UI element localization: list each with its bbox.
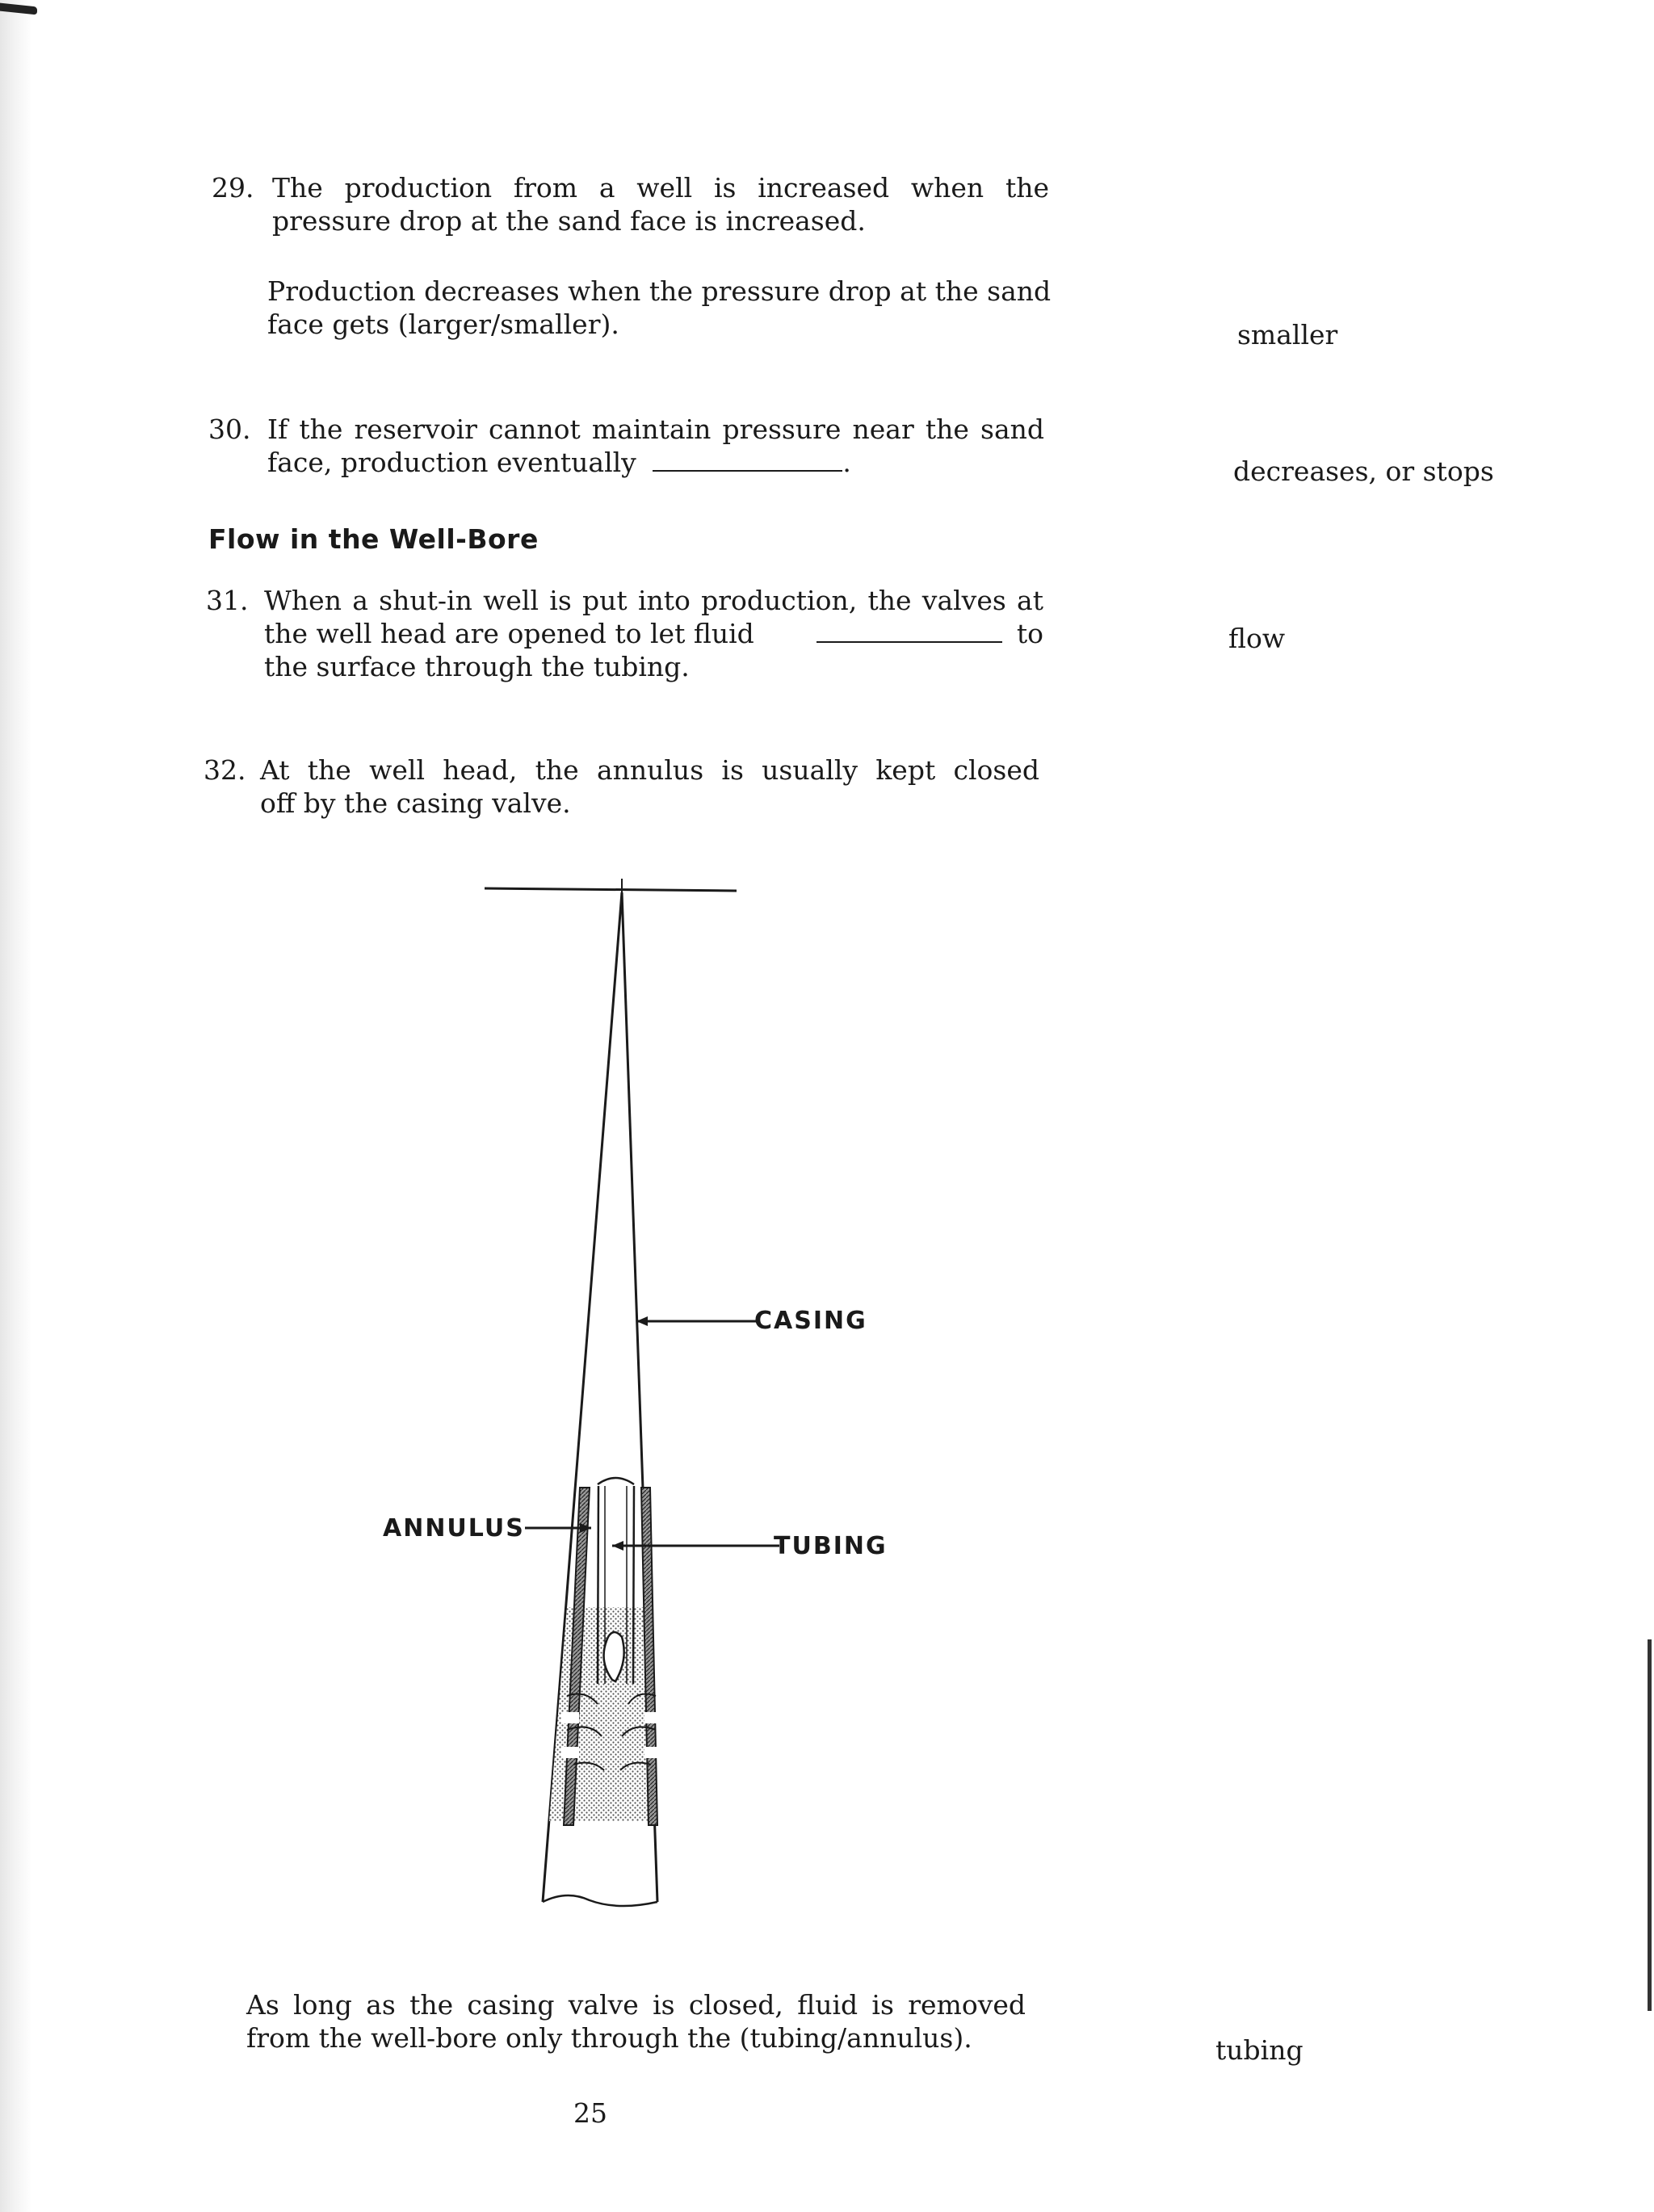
section-heading: Flow in the Well-Bore <box>208 523 539 555</box>
question-line-text: face, production eventually <box>267 447 636 478</box>
question-text <box>246 1988 1026 2055</box>
tubing-top <box>598 1478 634 1484</box>
question-line: Production decreases when the pressure drop at the sand <box>267 275 1052 307</box>
question-text <box>272 171 1049 237</box>
question-line: The production from a well is increased when the <box>272 172 1049 204</box>
question-line: When a shut-in well is put into production, the valves at <box>264 585 1043 616</box>
perforation <box>561 1712 579 1723</box>
question-line: the surface through the tubing. <box>264 651 690 682</box>
answer-31: flow <box>1228 623 1286 654</box>
question-number: 32. <box>204 754 246 786</box>
tubing-right-wall <box>633 1486 634 1684</box>
casing-label: CASING <box>754 1307 867 1335</box>
question-line-end: to <box>1016 618 1043 649</box>
question-line <box>264 617 1043 650</box>
question-line: If the reservoir cannot maintain pressure near the sand <box>267 413 1044 445</box>
question-number: 31. <box>206 585 249 616</box>
page-edge-shadow <box>0 0 32 2212</box>
broken-bottom <box>543 1895 657 1906</box>
question-line-text: the well head are opened to let fluid <box>264 618 754 649</box>
perforation <box>644 1712 662 1723</box>
tubing-label: TUBING <box>774 1532 888 1560</box>
question-text <box>264 584 1043 683</box>
perforation <box>561 1747 579 1758</box>
question-line-end: . <box>842 447 851 478</box>
tubing-leader-arrow <box>612 1541 623 1551</box>
answer-blank <box>653 449 842 472</box>
question-text <box>267 413 1044 479</box>
answer-29: smaller <box>1237 319 1338 350</box>
question-line: At the well head, the annulus is usually kept closed <box>260 754 1039 786</box>
question-number: 30. <box>208 413 251 445</box>
well-bore-svg <box>355 864 921 1914</box>
surface-line <box>485 888 737 891</box>
question-line: pressure drop at the sand face is increased. <box>272 205 866 237</box>
question-line: from the well-bore only through the (tubing/annulus). <box>246 2022 972 2054</box>
page-number: 25 <box>573 2097 607 2129</box>
question-line: off by the casing valve. <box>260 787 571 819</box>
question-text <box>267 275 1052 341</box>
right-edge-rule <box>1648 1639 1652 2011</box>
well-bore-diagram <box>355 864 921 1914</box>
answer-30: decreases, or stops <box>1233 455 1494 487</box>
answer-blank <box>817 620 1002 643</box>
question-text <box>260 753 1039 820</box>
question-line: As long as the casing valve is closed, fluid is removed <box>246 1989 1026 2021</box>
annulus-label: ANNULUS <box>383 1514 525 1543</box>
perforation <box>644 1747 662 1758</box>
question-number: 29. <box>212 172 254 204</box>
question-line: face gets (larger/smaller). <box>267 309 619 340</box>
answer-32: tubing <box>1215 2034 1303 2066</box>
question-line <box>267 446 1044 479</box>
